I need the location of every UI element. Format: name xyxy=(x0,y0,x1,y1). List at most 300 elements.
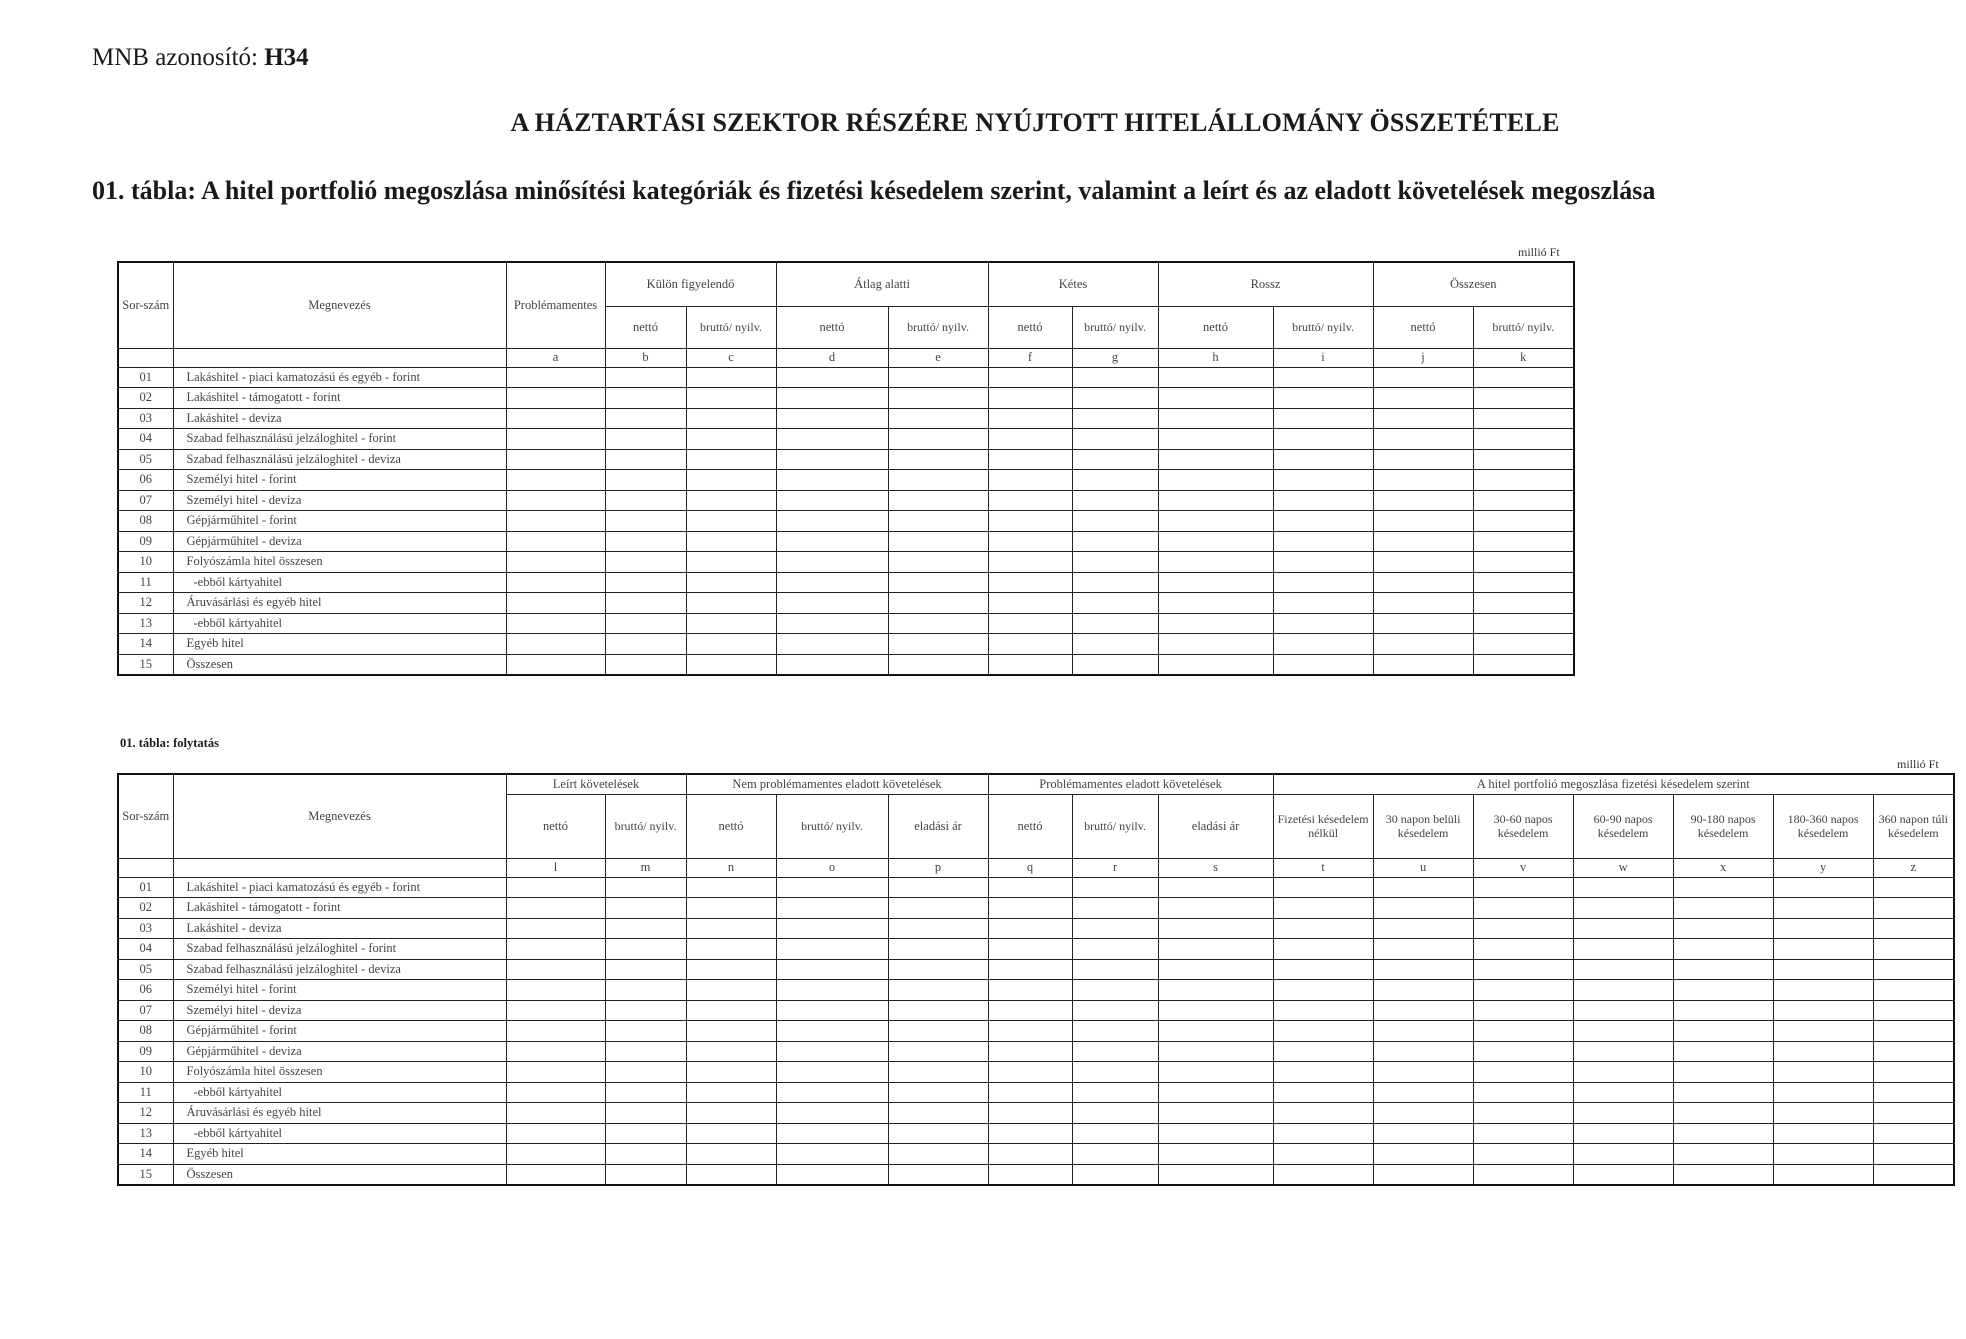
data-cell[interactable] xyxy=(1473,634,1574,655)
data-cell[interactable] xyxy=(506,1041,605,1062)
data-cell[interactable] xyxy=(776,1164,888,1185)
data-cell[interactable] xyxy=(888,654,988,675)
data-cell[interactable] xyxy=(1273,470,1373,491)
data-cell[interactable] xyxy=(1158,511,1273,532)
data-cell[interactable] xyxy=(506,552,605,573)
data-cell[interactable] xyxy=(1873,877,1954,898)
data-cell[interactable] xyxy=(776,980,888,1001)
data-cell[interactable] xyxy=(1473,388,1574,409)
data-cell[interactable] xyxy=(506,1144,605,1165)
data-cell[interactable] xyxy=(506,613,605,634)
data-cell[interactable] xyxy=(605,1164,686,1185)
data-cell[interactable] xyxy=(988,939,1072,960)
data-cell[interactable] xyxy=(1673,1103,1773,1124)
data-cell[interactable] xyxy=(1273,388,1373,409)
data-cell[interactable] xyxy=(1873,1021,1954,1042)
data-cell[interactable] xyxy=(686,367,776,388)
data-cell[interactable] xyxy=(1158,1021,1273,1042)
data-cell[interactable] xyxy=(1373,980,1473,1001)
data-cell[interactable] xyxy=(776,1041,888,1062)
data-cell[interactable] xyxy=(605,1021,686,1042)
data-cell[interactable] xyxy=(1273,552,1373,573)
data-cell[interactable] xyxy=(1072,980,1158,1001)
data-cell[interactable] xyxy=(776,654,888,675)
data-cell[interactable] xyxy=(988,593,1072,614)
data-cell[interactable] xyxy=(506,531,605,552)
data-cell[interactable] xyxy=(1373,511,1473,532)
data-cell[interactable] xyxy=(605,918,686,939)
data-cell[interactable] xyxy=(605,1041,686,1062)
data-cell[interactable] xyxy=(1072,449,1158,470)
data-cell[interactable] xyxy=(1573,1041,1673,1062)
data-cell[interactable] xyxy=(1573,918,1673,939)
data-cell[interactable] xyxy=(1158,1123,1273,1144)
data-cell[interactable] xyxy=(605,388,686,409)
data-cell[interactable] xyxy=(1373,449,1473,470)
data-cell[interactable] xyxy=(888,449,988,470)
data-cell[interactable] xyxy=(605,572,686,593)
data-cell[interactable] xyxy=(1473,1144,1573,1165)
data-cell[interactable] xyxy=(988,1000,1072,1021)
data-cell[interactable] xyxy=(776,552,888,573)
data-cell[interactable] xyxy=(686,634,776,655)
data-cell[interactable] xyxy=(776,1021,888,1042)
data-cell[interactable] xyxy=(686,470,776,491)
data-cell[interactable] xyxy=(1158,939,1273,960)
data-cell[interactable] xyxy=(1273,408,1373,429)
data-cell[interactable] xyxy=(1158,898,1273,919)
data-cell[interactable] xyxy=(506,593,605,614)
data-cell[interactable] xyxy=(1373,1082,1473,1103)
data-cell[interactable] xyxy=(686,1123,776,1144)
data-cell[interactable] xyxy=(1273,429,1373,450)
data-cell[interactable] xyxy=(1373,367,1473,388)
data-cell[interactable] xyxy=(888,1144,988,1165)
data-cell[interactable] xyxy=(776,959,888,980)
data-cell[interactable] xyxy=(1158,1000,1273,1021)
data-cell[interactable] xyxy=(605,1144,686,1165)
data-cell[interactable] xyxy=(605,939,686,960)
data-cell[interactable] xyxy=(1158,429,1273,450)
data-cell[interactable] xyxy=(1273,490,1373,511)
data-cell[interactable] xyxy=(776,593,888,614)
data-cell[interactable] xyxy=(1873,1062,1954,1083)
data-cell[interactable] xyxy=(1473,470,1574,491)
data-cell[interactable] xyxy=(888,1103,988,1124)
data-cell[interactable] xyxy=(506,1103,605,1124)
data-cell[interactable] xyxy=(686,1082,776,1103)
data-cell[interactable] xyxy=(686,1103,776,1124)
data-cell[interactable] xyxy=(1158,1041,1273,1062)
data-cell[interactable] xyxy=(888,572,988,593)
data-cell[interactable] xyxy=(605,980,686,1001)
data-cell[interactable] xyxy=(1273,1103,1373,1124)
data-cell[interactable] xyxy=(506,429,605,450)
data-cell[interactable] xyxy=(888,1021,988,1042)
data-cell[interactable] xyxy=(888,1000,988,1021)
data-cell[interactable] xyxy=(506,1164,605,1185)
data-cell[interactable] xyxy=(506,572,605,593)
data-cell[interactable] xyxy=(1373,634,1473,655)
data-cell[interactable] xyxy=(1072,634,1158,655)
data-cell[interactable] xyxy=(1158,470,1273,491)
data-cell[interactable] xyxy=(1158,613,1273,634)
data-cell[interactable] xyxy=(686,1164,776,1185)
data-cell[interactable] xyxy=(686,572,776,593)
data-cell[interactable] xyxy=(888,1041,988,1062)
data-cell[interactable] xyxy=(1373,1144,1473,1165)
data-cell[interactable] xyxy=(605,1103,686,1124)
data-cell[interactable] xyxy=(1773,1041,1873,1062)
data-cell[interactable] xyxy=(1573,877,1673,898)
data-cell[interactable] xyxy=(1873,1144,1954,1165)
data-cell[interactable] xyxy=(1072,1164,1158,1185)
data-cell[interactable] xyxy=(1072,898,1158,919)
data-cell[interactable] xyxy=(605,1062,686,1083)
data-cell[interactable] xyxy=(988,572,1072,593)
data-cell[interactable] xyxy=(1158,634,1273,655)
data-cell[interactable] xyxy=(1273,1164,1373,1185)
data-cell[interactable] xyxy=(506,877,605,898)
data-cell[interactable] xyxy=(1072,613,1158,634)
data-cell[interactable] xyxy=(686,531,776,552)
data-cell[interactable] xyxy=(605,408,686,429)
data-cell[interactable] xyxy=(1873,918,1954,939)
data-cell[interactable] xyxy=(1072,654,1158,675)
data-cell[interactable] xyxy=(686,408,776,429)
data-cell[interactable] xyxy=(988,490,1072,511)
data-cell[interactable] xyxy=(1473,367,1574,388)
data-cell[interactable] xyxy=(1373,593,1473,614)
data-cell[interactable] xyxy=(988,367,1072,388)
data-cell[interactable] xyxy=(1873,939,1954,960)
data-cell[interactable] xyxy=(605,613,686,634)
data-cell[interactable] xyxy=(1573,1000,1673,1021)
data-cell[interactable] xyxy=(888,1062,988,1083)
data-cell[interactable] xyxy=(888,1123,988,1144)
data-cell[interactable] xyxy=(1273,980,1373,1001)
data-cell[interactable] xyxy=(776,918,888,939)
data-cell[interactable] xyxy=(776,1103,888,1124)
data-cell[interactable] xyxy=(1373,918,1473,939)
data-cell[interactable] xyxy=(1273,1000,1373,1021)
data-cell[interactable] xyxy=(1072,877,1158,898)
data-cell[interactable] xyxy=(1473,531,1574,552)
data-cell[interactable] xyxy=(1673,1123,1773,1144)
data-cell[interactable] xyxy=(1473,1021,1573,1042)
data-cell[interactable] xyxy=(1673,1082,1773,1103)
data-cell[interactable] xyxy=(1573,1103,1673,1124)
data-cell[interactable] xyxy=(988,1082,1072,1103)
data-cell[interactable] xyxy=(1373,877,1473,898)
data-cell[interactable] xyxy=(1573,959,1673,980)
data-cell[interactable] xyxy=(506,634,605,655)
data-cell[interactable] xyxy=(1158,1164,1273,1185)
data-cell[interactable] xyxy=(1873,898,1954,919)
data-cell[interactable] xyxy=(605,1082,686,1103)
data-cell[interactable] xyxy=(1473,449,1574,470)
data-cell[interactable] xyxy=(1773,1082,1873,1103)
data-cell[interactable] xyxy=(888,552,988,573)
data-cell[interactable] xyxy=(1673,959,1773,980)
data-cell[interactable] xyxy=(506,959,605,980)
data-cell[interactable] xyxy=(988,877,1072,898)
data-cell[interactable] xyxy=(506,1000,605,1021)
data-cell[interactable] xyxy=(1373,490,1473,511)
data-cell[interactable] xyxy=(1473,1000,1573,1021)
data-cell[interactable] xyxy=(605,959,686,980)
data-cell[interactable] xyxy=(605,1000,686,1021)
data-cell[interactable] xyxy=(1473,511,1574,532)
data-cell[interactable] xyxy=(1072,470,1158,491)
data-cell[interactable] xyxy=(1273,1021,1373,1042)
data-cell[interactable] xyxy=(1873,959,1954,980)
data-cell[interactable] xyxy=(1373,1123,1473,1144)
data-cell[interactable] xyxy=(1072,572,1158,593)
data-cell[interactable] xyxy=(506,470,605,491)
data-cell[interactable] xyxy=(686,511,776,532)
data-cell[interactable] xyxy=(888,959,988,980)
data-cell[interactable] xyxy=(1273,593,1373,614)
data-cell[interactable] xyxy=(1158,959,1273,980)
data-cell[interactable] xyxy=(686,654,776,675)
data-cell[interactable] xyxy=(988,898,1072,919)
data-cell[interactable] xyxy=(1158,877,1273,898)
data-cell[interactable] xyxy=(776,613,888,634)
data-cell[interactable] xyxy=(888,408,988,429)
data-cell[interactable] xyxy=(1473,1082,1573,1103)
data-cell[interactable] xyxy=(1072,1021,1158,1042)
data-cell[interactable] xyxy=(988,449,1072,470)
data-cell[interactable] xyxy=(888,429,988,450)
data-cell[interactable] xyxy=(1273,1062,1373,1083)
data-cell[interactable] xyxy=(988,1123,1072,1144)
data-cell[interactable] xyxy=(1573,1123,1673,1144)
data-cell[interactable] xyxy=(1573,980,1673,1001)
data-cell[interactable] xyxy=(888,634,988,655)
data-cell[interactable] xyxy=(776,1144,888,1165)
data-cell[interactable] xyxy=(1072,959,1158,980)
data-cell[interactable] xyxy=(1072,388,1158,409)
data-cell[interactable] xyxy=(686,1062,776,1083)
data-cell[interactable] xyxy=(1373,408,1473,429)
data-cell[interactable] xyxy=(888,470,988,491)
data-cell[interactable] xyxy=(776,531,888,552)
data-cell[interactable] xyxy=(988,511,1072,532)
data-cell[interactable] xyxy=(1673,877,1773,898)
data-cell[interactable] xyxy=(1072,531,1158,552)
data-cell[interactable] xyxy=(1373,939,1473,960)
data-cell[interactable] xyxy=(1072,1062,1158,1083)
data-cell[interactable] xyxy=(1273,531,1373,552)
data-cell[interactable] xyxy=(1473,1164,1573,1185)
data-cell[interactable] xyxy=(605,877,686,898)
data-cell[interactable] xyxy=(1158,1103,1273,1124)
data-cell[interactable] xyxy=(1158,918,1273,939)
data-cell[interactable] xyxy=(506,654,605,675)
data-cell[interactable] xyxy=(1273,959,1373,980)
data-cell[interactable] xyxy=(988,959,1072,980)
data-cell[interactable] xyxy=(988,531,1072,552)
data-cell[interactable] xyxy=(1773,1164,1873,1185)
data-cell[interactable] xyxy=(1072,490,1158,511)
data-cell[interactable] xyxy=(1158,408,1273,429)
data-cell[interactable] xyxy=(1473,490,1574,511)
data-cell[interactable] xyxy=(605,531,686,552)
data-cell[interactable] xyxy=(776,572,888,593)
data-cell[interactable] xyxy=(1072,1082,1158,1103)
data-cell[interactable] xyxy=(1158,388,1273,409)
data-cell[interactable] xyxy=(1873,1041,1954,1062)
data-cell[interactable] xyxy=(776,429,888,450)
data-cell[interactable] xyxy=(1158,1144,1273,1165)
data-cell[interactable] xyxy=(1273,1144,1373,1165)
data-cell[interactable] xyxy=(605,654,686,675)
data-cell[interactable] xyxy=(1473,1041,1573,1062)
data-cell[interactable] xyxy=(888,939,988,960)
data-cell[interactable] xyxy=(686,877,776,898)
data-cell[interactable] xyxy=(1773,1021,1873,1042)
data-cell[interactable] xyxy=(1373,959,1473,980)
data-cell[interactable] xyxy=(686,1144,776,1165)
data-cell[interactable] xyxy=(1673,939,1773,960)
data-cell[interactable] xyxy=(1072,1103,1158,1124)
data-cell[interactable] xyxy=(1072,552,1158,573)
data-cell[interactable] xyxy=(1072,939,1158,960)
data-cell[interactable] xyxy=(1373,613,1473,634)
data-cell[interactable] xyxy=(988,1144,1072,1165)
data-cell[interactable] xyxy=(888,511,988,532)
data-cell[interactable] xyxy=(1773,1103,1873,1124)
data-cell[interactable] xyxy=(1573,1144,1673,1165)
data-cell[interactable] xyxy=(1773,959,1873,980)
data-cell[interactable] xyxy=(1773,1123,1873,1144)
data-cell[interactable] xyxy=(605,898,686,919)
data-cell[interactable] xyxy=(686,959,776,980)
data-cell[interactable] xyxy=(1473,898,1573,919)
data-cell[interactable] xyxy=(988,1103,1072,1124)
data-cell[interactable] xyxy=(1273,918,1373,939)
data-cell[interactable] xyxy=(506,408,605,429)
data-cell[interactable] xyxy=(1158,654,1273,675)
data-cell[interactable] xyxy=(1373,470,1473,491)
data-cell[interactable] xyxy=(1673,1041,1773,1062)
data-cell[interactable] xyxy=(1273,877,1373,898)
data-cell[interactable] xyxy=(1673,898,1773,919)
data-cell[interactable] xyxy=(1158,1082,1273,1103)
data-cell[interactable] xyxy=(988,918,1072,939)
data-cell[interactable] xyxy=(1573,939,1673,960)
data-cell[interactable] xyxy=(1873,1082,1954,1103)
data-cell[interactable] xyxy=(888,490,988,511)
data-cell[interactable] xyxy=(1373,388,1473,409)
data-cell[interactable] xyxy=(506,1082,605,1103)
data-cell[interactable] xyxy=(1373,1041,1473,1062)
data-cell[interactable] xyxy=(1773,898,1873,919)
data-cell[interactable] xyxy=(1473,1103,1573,1124)
data-cell[interactable] xyxy=(1773,980,1873,1001)
data-cell[interactable] xyxy=(1072,1041,1158,1062)
data-cell[interactable] xyxy=(1473,572,1574,593)
data-cell[interactable] xyxy=(888,918,988,939)
data-cell[interactable] xyxy=(1673,1144,1773,1165)
data-cell[interactable] xyxy=(506,490,605,511)
data-cell[interactable] xyxy=(988,1021,1072,1042)
data-cell[interactable] xyxy=(1773,939,1873,960)
data-cell[interactable] xyxy=(1273,1041,1373,1062)
data-cell[interactable] xyxy=(776,1062,888,1083)
data-cell[interactable] xyxy=(1273,613,1373,634)
data-cell[interactable] xyxy=(988,552,1072,573)
data-cell[interactable] xyxy=(686,429,776,450)
data-cell[interactable] xyxy=(1373,1103,1473,1124)
data-cell[interactable] xyxy=(1158,593,1273,614)
data-cell[interactable] xyxy=(1373,1021,1473,1042)
data-cell[interactable] xyxy=(1273,1082,1373,1103)
data-cell[interactable] xyxy=(888,388,988,409)
data-cell[interactable] xyxy=(506,367,605,388)
data-cell[interactable] xyxy=(1072,1000,1158,1021)
data-cell[interactable] xyxy=(888,593,988,614)
data-cell[interactable] xyxy=(605,449,686,470)
data-cell[interactable] xyxy=(1773,918,1873,939)
data-cell[interactable] xyxy=(1072,367,1158,388)
data-cell[interactable] xyxy=(506,898,605,919)
data-cell[interactable] xyxy=(1158,367,1273,388)
data-cell[interactable] xyxy=(686,552,776,573)
data-cell[interactable] xyxy=(1573,898,1673,919)
data-cell[interactable] xyxy=(1873,980,1954,1001)
data-cell[interactable] xyxy=(1473,959,1573,980)
data-cell[interactable] xyxy=(988,613,1072,634)
data-cell[interactable] xyxy=(1373,531,1473,552)
data-cell[interactable] xyxy=(506,388,605,409)
data-cell[interactable] xyxy=(1373,572,1473,593)
data-cell[interactable] xyxy=(1158,1062,1273,1083)
data-cell[interactable] xyxy=(1373,654,1473,675)
data-cell[interactable] xyxy=(506,1062,605,1083)
data-cell[interactable] xyxy=(686,613,776,634)
data-cell[interactable] xyxy=(776,1082,888,1103)
data-cell[interactable] xyxy=(776,449,888,470)
data-cell[interactable] xyxy=(1158,449,1273,470)
data-cell[interactable] xyxy=(1773,877,1873,898)
data-cell[interactable] xyxy=(686,388,776,409)
data-cell[interactable] xyxy=(605,367,686,388)
data-cell[interactable] xyxy=(1158,980,1273,1001)
data-cell[interactable] xyxy=(776,1123,888,1144)
data-cell[interactable] xyxy=(988,470,1072,491)
data-cell[interactable] xyxy=(605,634,686,655)
data-cell[interactable] xyxy=(776,877,888,898)
data-cell[interactable] xyxy=(1673,1062,1773,1083)
data-cell[interactable] xyxy=(1473,429,1574,450)
data-cell[interactable] xyxy=(686,490,776,511)
data-cell[interactable] xyxy=(1473,939,1573,960)
data-cell[interactable] xyxy=(1673,1021,1773,1042)
data-cell[interactable] xyxy=(1072,593,1158,614)
data-cell[interactable] xyxy=(605,1123,686,1144)
data-cell[interactable] xyxy=(1573,1062,1673,1083)
data-cell[interactable] xyxy=(1072,408,1158,429)
data-cell[interactable] xyxy=(776,470,888,491)
data-cell[interactable] xyxy=(1273,449,1373,470)
data-cell[interactable] xyxy=(888,980,988,1001)
data-cell[interactable] xyxy=(1473,918,1573,939)
data-cell[interactable] xyxy=(506,980,605,1001)
data-cell[interactable] xyxy=(1873,1123,1954,1144)
data-cell[interactable] xyxy=(1473,408,1574,429)
